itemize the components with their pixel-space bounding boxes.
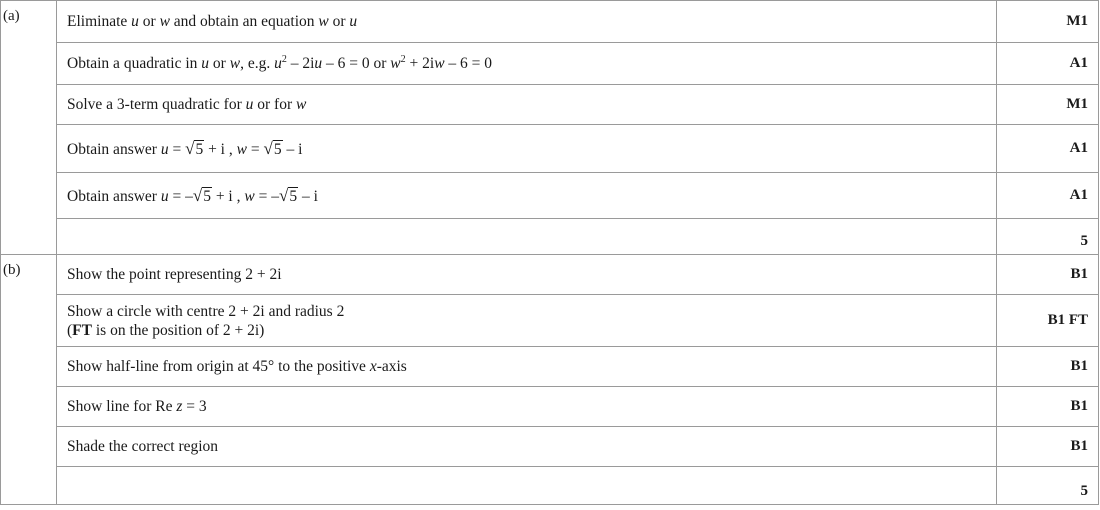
table-row bbox=[1, 347, 1099, 387]
answer-cell: Solve a 3-term quadratic for u or for w bbox=[57, 85, 997, 125]
mark-cell: M1 bbox=[997, 1, 1099, 43]
table-row bbox=[1, 85, 1099, 125]
answer-cell: Obtain answer u = √5 + i , w = √5 – i bbox=[57, 125, 997, 173]
table-row bbox=[1, 173, 1099, 219]
mark-cell: B1 bbox=[997, 427, 1099, 467]
table-row bbox=[1, 255, 1099, 295]
answer-cell: Eliminate u or w and obtain an equation w or u bbox=[57, 1, 997, 43]
mark-cell: B1 bbox=[997, 347, 1099, 387]
mark-cell: B1 FT bbox=[997, 295, 1099, 347]
mark-cell: A1 bbox=[997, 43, 1099, 85]
answer-cell: Show a circle with centre 2 + 2i and radius 2 (FT is on the position of 2 + 2i) bbox=[57, 295, 997, 347]
total-row bbox=[1, 467, 1099, 505]
total-marks: 5 bbox=[997, 219, 1099, 255]
mark-cell: A1 bbox=[997, 173, 1099, 219]
table-row bbox=[1, 427, 1099, 467]
table-row bbox=[1, 125, 1099, 173]
answer-cell: Shade the correct region bbox=[57, 427, 997, 467]
answer-cell: Obtain answer u = –√5 + i , w = –√5 – i bbox=[57, 173, 997, 219]
total-row bbox=[1, 219, 1099, 255]
answer-cell: Show the point representing 2 + 2i bbox=[57, 255, 997, 295]
table-row bbox=[1, 295, 1099, 347]
empty-cell bbox=[57, 219, 997, 255]
table-row bbox=[1, 387, 1099, 427]
table-row bbox=[1, 1, 1099, 43]
answer-cell: Show line for Re z = 3 bbox=[57, 387, 997, 427]
answer-cell: Show half-line from origin at 45° to the positive x-axis bbox=[57, 347, 997, 387]
answer-cell: Obtain a quadratic in u or w, e.g. $u^2 - 2iu - 6 = 0$ or $w^2 + 2iw - 6 = 0$ bbox=[57, 43, 997, 85]
part-label: (b) bbox=[1, 255, 57, 505]
total-marks: 5 bbox=[997, 467, 1099, 505]
mark-cell: B1 bbox=[997, 387, 1099, 427]
mark-cell: M1 bbox=[997, 85, 1099, 125]
table-row bbox=[1, 43, 1099, 85]
mark-cell: A1 bbox=[997, 125, 1099, 173]
mark-cell: B1 bbox=[997, 255, 1099, 295]
part-label: (a) bbox=[1, 1, 57, 255]
empty-cell bbox=[57, 467, 997, 505]
